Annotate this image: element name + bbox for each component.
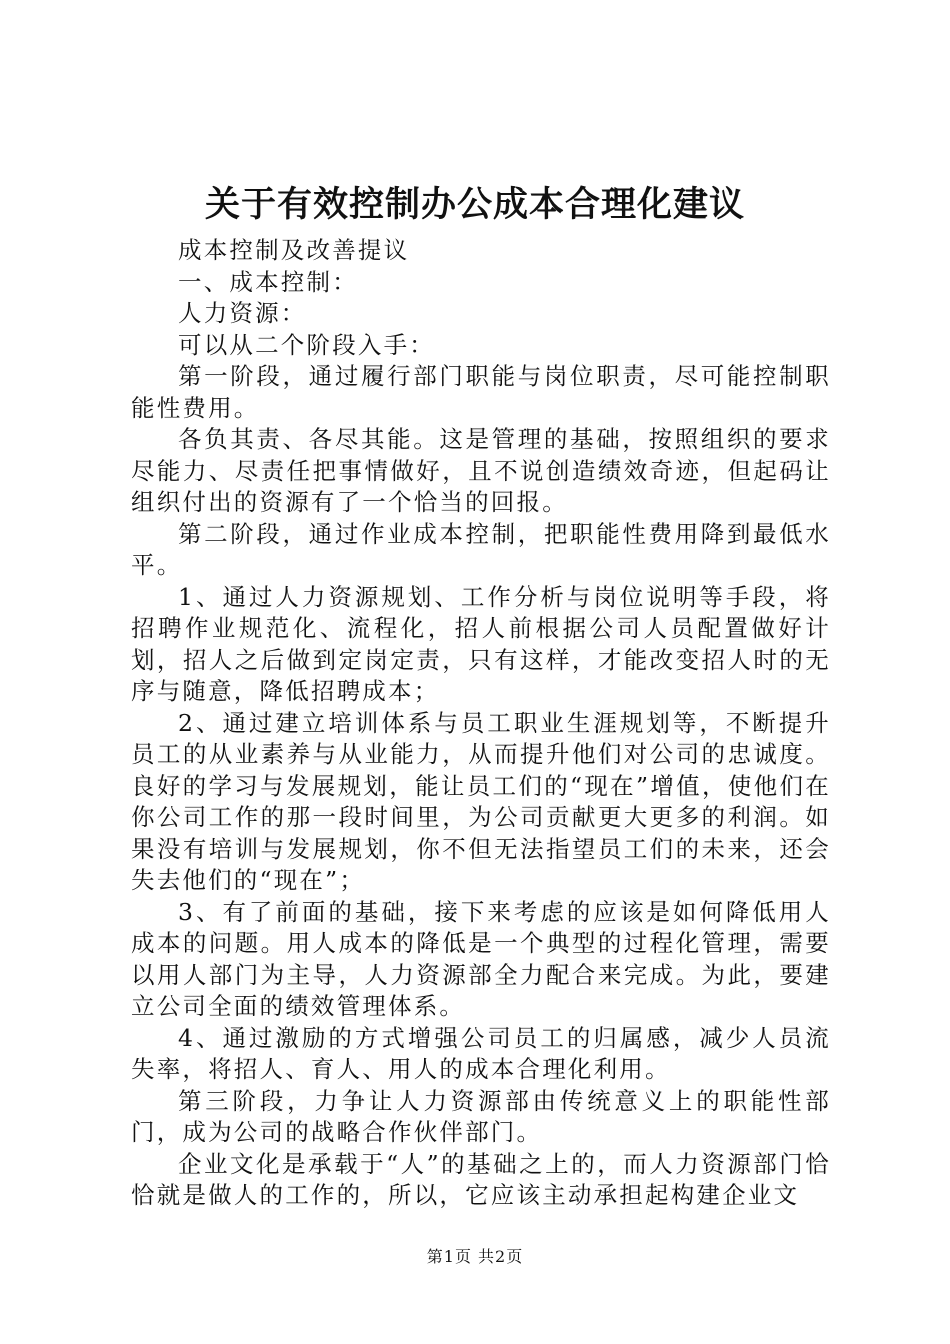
paragraph: 4、通过激励的方式增强公司员工的归属感，减少人员流失率，将招人、育人、用人的成本合理化利用。 xyxy=(131,1023,831,1083)
paragraph: 可以从二个阶段入手： xyxy=(178,330,435,359)
document-title: 关于有效控制办公成本合理化建议 xyxy=(204,184,745,225)
paragraph: 1、通过人力资源规划、工作分析与岗位说明等手段，将招聘作业规范化、流程化，招人前根据公司人员配置做好计划，招人之后做到定岗定责，只有这样，才能改变招人时的无序与随意，降低招聘成本； xyxy=(131,582,831,705)
paragraph: 第一阶段，通过履行部门职能与岗位职责，尽可能控制职能性费用。 xyxy=(131,362,831,422)
paragraph: 第三阶段，力争让人力资源部由传统意义上的职能性部门，成为公司的战略合作伙伴部门。 xyxy=(131,1086,831,1146)
paragraph: 一、成本控制： xyxy=(178,267,358,296)
document-body xyxy=(131,235,831,1212)
paragraph: 第二阶段，通过作业成本控制，把职能性费用降到最低水平。 xyxy=(131,519,831,579)
paragraph: 3、有了前面的基础，接下来考虑的应该是如何降低用人成本的问题。用人成本的降低是一个典型的过程化管理，需要以用人部门为主导，人力资源部全力配合来完成。为此，要建立公司全面的绩效管理体系。 xyxy=(131,897,831,1020)
paragraph: 各负其责、各尽其能。这是管理的基础，按照组织的要求尽能力、尽责任把事情做好，且不说创造绩效奇迹，但起码让组织付出的资源有了一个恰当的回报。 xyxy=(131,425,831,516)
paragraph: 成本控制及改善提议 xyxy=(178,236,410,264)
page-footer: 第1页 共2页 xyxy=(426,1247,524,1266)
paragraph: 企业文化是承载于“人”的基础之上的，而人力资源部门恰恰就是做人的工作的，所以，它应该主动承担起构建企业文 xyxy=(131,1149,831,1209)
paragraph: 2、通过建立培训体系与员工职业生涯规划等，不断提升员工的从业素养与从业能力，从而提升他们对公司的忠诚度。良好的学习与发展规划，能让员工们的“现在”增值，使他们在你公司工作的那一段时间里，为公司贡献更大更多的利润。如果没有培训与发展规划，你不但无法指望员工们的未来，还会失去他们的“现在”； xyxy=(131,708,831,894)
paragraph: 人力资源： xyxy=(178,299,307,327)
